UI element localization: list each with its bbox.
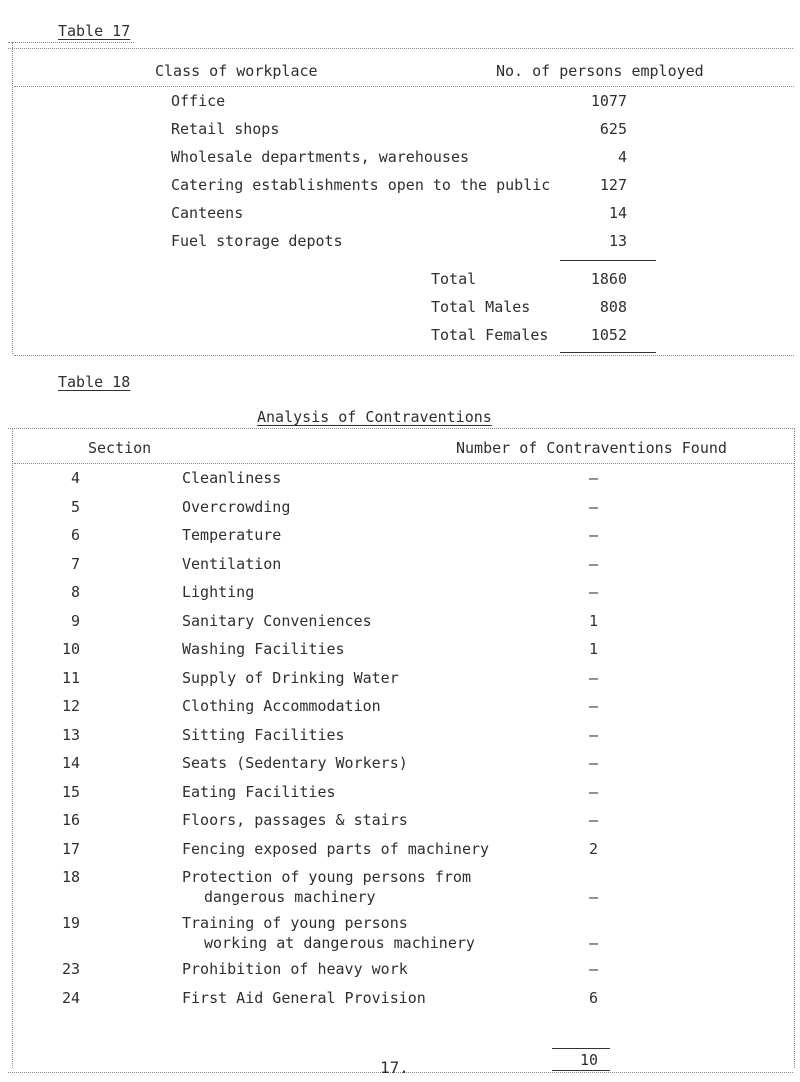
table18-row-desc: Washing Facilities [182, 640, 345, 658]
divider [794, 428, 795, 1068]
table18-row-desc: Cleanliness [182, 469, 282, 487]
table18-row-count: – [588, 960, 598, 978]
table18-row-count: – [588, 754, 598, 772]
table18-row-section: 5 [70, 497, 80, 516]
table17-row-name: Canteens [171, 204, 244, 222]
table18-row-desc: Eating Facilities [182, 782, 336, 801]
table18-row-count: 1 [588, 640, 598, 658]
total-rule [552, 1048, 610, 1049]
table18-row-desc-cont: dangerous machinery [204, 888, 376, 906]
divider [8, 48, 793, 49]
table17-header-persons: No. of persons employed [496, 62, 704, 80]
table18-row-count: – [588, 811, 598, 829]
table17-total-value: 1052 [590, 326, 627, 344]
table18-row-section: 15 [61, 782, 80, 801]
table18-row-section: 4 [70, 469, 80, 487]
table18-row-desc: Clothing Accommodation [182, 697, 381, 715]
divider [8, 42, 134, 43]
table18-row-section: 7 [70, 554, 80, 573]
table18-row-desc: Sanitary Conveniences [182, 611, 372, 630]
table17-total-value: 808 [599, 298, 627, 316]
table18-row-desc: Floors, passages & stairs [182, 811, 408, 829]
table17-row-value: 127 [599, 176, 627, 194]
total-rule [560, 352, 656, 353]
table18-row-count: – [588, 725, 598, 744]
table18-row-desc: Prohibition of heavy work [182, 960, 408, 978]
table18-row-desc: Lighting [182, 583, 255, 601]
table18-row-desc: Supply of Drinking Water [182, 668, 399, 687]
table18-row-desc: Ventilation [182, 554, 282, 573]
table18-row-count: – [588, 697, 598, 715]
table18-row-count: – [588, 554, 598, 573]
table18-row-desc: First Aid General Provision [182, 988, 426, 1007]
divider [14, 463, 794, 464]
divider [12, 428, 13, 1068]
table18-row-section: 19 [61, 914, 80, 932]
table18-row-count: – [588, 583, 598, 601]
table18-row-count: – [588, 782, 598, 801]
table18-row-section: 16 [61, 811, 80, 829]
table18-row-desc: Protection of young persons from [182, 868, 471, 886]
table18-row-desc: Overcrowding [182, 497, 291, 516]
table18-row-desc: Fencing exposed parts of machinery [182, 839, 490, 858]
table18-row-section: 12 [61, 697, 80, 715]
table18-row-count: 1 [588, 611, 598, 630]
table18-row-count: – [588, 888, 598, 906]
table17-header-class: Class of workplace [155, 62, 318, 80]
table18-row-desc-cont: working at dangerous machinery [204, 934, 475, 952]
table18-row-section: 10 [61, 640, 80, 658]
table17-row-value: 14 [608, 204, 627, 222]
table17-row-value: 13 [608, 232, 627, 250]
table18-row-section: 11 [61, 668, 80, 687]
table18-row-section: 13 [61, 725, 80, 744]
table18-row-count: – [588, 526, 598, 544]
table17-row-value: 4 [617, 148, 627, 166]
table17-row-value: 625 [599, 120, 627, 138]
table18-row-count: 6 [588, 988, 598, 1007]
table17-row-name: Retail shops [171, 120, 280, 138]
table18-row-count: – [588, 668, 598, 687]
table18-row-desc: Sitting Facilities [182, 725, 345, 744]
table17-row-name: Catering establishments open to the public [171, 176, 551, 194]
table18-row-section: 14 [61, 754, 80, 772]
table17-row-value: 1077 [590, 92, 627, 110]
table17-total-label: Total [431, 270, 477, 288]
table18-row-section: 24 [61, 988, 80, 1007]
total-rule [560, 260, 656, 261]
table18-row-count: – [588, 497, 598, 516]
table17-row-name: Office [171, 92, 226, 110]
table18-row-section: 8 [70, 583, 80, 601]
table18-row-desc: Temperature [182, 526, 282, 544]
page-number: 17. [380, 1058, 409, 1077]
table18-row-section: 17 [61, 839, 80, 858]
total-rule [552, 1070, 610, 1071]
table17-total-label: Total Females [431, 326, 549, 344]
divider [8, 428, 793, 429]
table18-row-count: 2 [588, 839, 598, 858]
table17-row-name: Fuel storage depots [171, 232, 343, 250]
table18-header-number: Number of Contraventions Found [456, 439, 727, 457]
table18-row-count: – [588, 934, 598, 952]
table18-header-section: Section [88, 439, 152, 457]
divider [14, 86, 794, 87]
table17-total-value: 1860 [590, 270, 627, 288]
divider [12, 42, 13, 354]
table18-label: Table 18 [58, 373, 131, 391]
table18-row-desc: Seats (Sedentary Workers) [182, 754, 408, 772]
table18-total: 10 [579, 1051, 598, 1069]
table18-row-section: 9 [70, 611, 80, 630]
table18-row-count: – [588, 469, 598, 487]
table17-row-name: Wholesale departments, warehouses [171, 148, 470, 166]
table17-label: Table 17 [58, 22, 131, 40]
table18-row-section: 6 [70, 526, 80, 544]
table18-row-section: 18 [61, 868, 80, 886]
table18-row-section: 23 [61, 960, 80, 978]
table17-total-label: Total Males [431, 298, 531, 316]
table18-title: Analysis of Contraventions [257, 408, 492, 426]
divider [14, 355, 794, 356]
table18-row-desc: Training of young persons [182, 914, 408, 932]
